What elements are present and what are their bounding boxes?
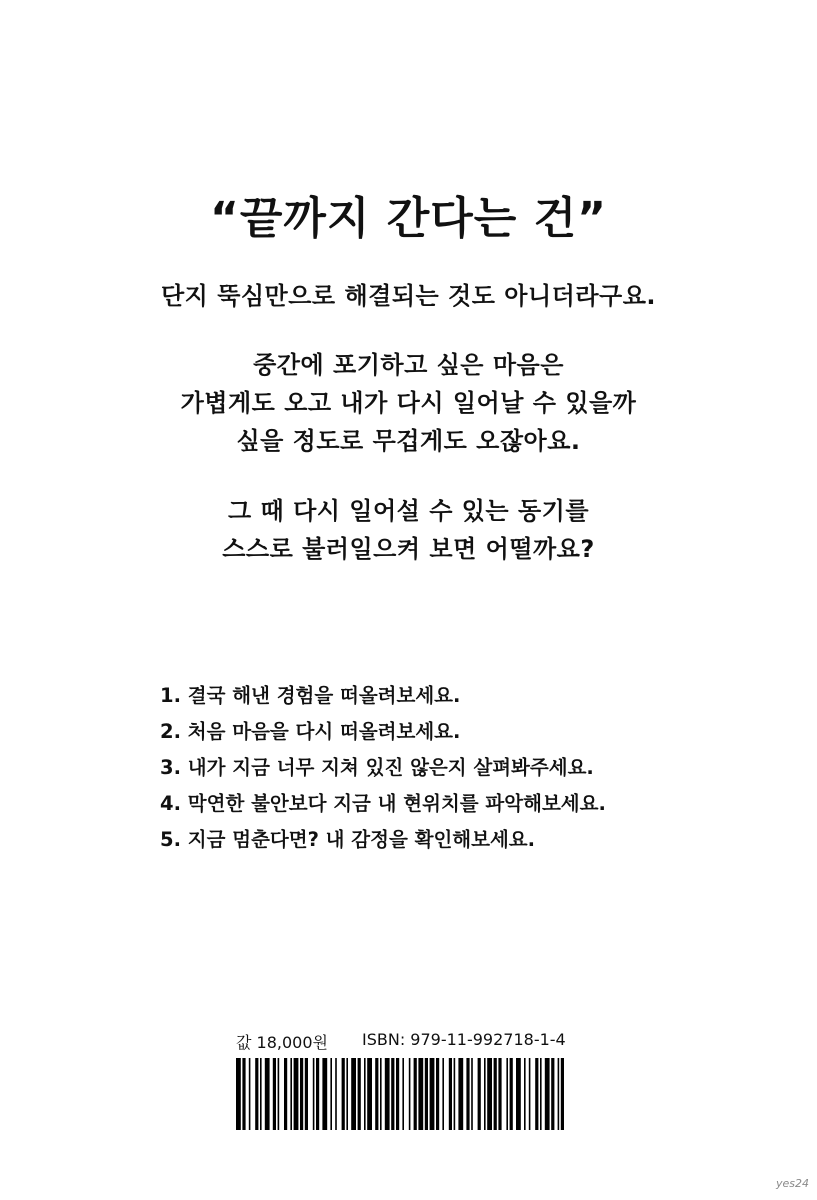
barcode-bar (516, 1058, 521, 1130)
barcode-bar (506, 1058, 508, 1130)
watermark-logo: yes24 (775, 1177, 809, 1190)
barcode-bar (458, 1058, 463, 1130)
barcode-bar (351, 1058, 356, 1130)
barcode-bar (242, 1058, 245, 1130)
barcode-bar (529, 1058, 531, 1130)
barcode-bar (255, 1058, 258, 1130)
barcode-bar (265, 1058, 270, 1130)
barcode-bar (364, 1058, 366, 1130)
paragraph2-line-1: 그 때 다시 일어설 수 있는 동기를 (227, 497, 590, 525)
paragraph1-line-3: 싶을 정도로 무겁게도 오잖아요. (236, 427, 581, 455)
barcode (236, 1058, 564, 1130)
barcode-bar (391, 1058, 394, 1130)
barcode-bar (494, 1058, 497, 1130)
barcode-bar (236, 1058, 241, 1130)
barcode-bar (396, 1058, 399, 1130)
barcode-bar (330, 1058, 332, 1130)
barcode-bar (510, 1058, 513, 1130)
list-item: 2. 처음 마음을 다시 떠올려보세요. (160, 720, 461, 743)
barcode-bar (409, 1058, 411, 1130)
barcode-bar (484, 1058, 486, 1130)
barcode-bar (313, 1058, 315, 1130)
barcode-bar (430, 1058, 435, 1130)
barcode-bar (487, 1058, 492, 1130)
list-item: 3. 내가 지금 너무 지쳐 있진 않은지 살펴봐주세요. (160, 756, 594, 779)
paragraph2-line-2: 스스로 불러일으켜 보면 어떨까요? (222, 535, 595, 563)
barcode-bar (471, 1058, 473, 1130)
paragraph1-line-1: 중간에 포기하고 싶은 마음은 (253, 351, 564, 379)
barcode-bar (375, 1058, 378, 1130)
barcode-bar (294, 1058, 299, 1130)
barcode-bar (284, 1058, 287, 1130)
barcode-bar (425, 1058, 428, 1130)
barcode-bar (414, 1058, 417, 1130)
barcode-bar (367, 1058, 372, 1130)
barcode-bar (540, 1058, 542, 1130)
barcode-bar (260, 1058, 262, 1130)
barcode-bar (380, 1058, 382, 1130)
isbn-label: ISBN: 979-11-992718-1-4 (362, 1030, 566, 1049)
barcode-bar (322, 1058, 327, 1130)
barcode-bar (249, 1058, 251, 1130)
barcode-bar (358, 1058, 361, 1130)
barcode-bar (278, 1058, 280, 1130)
barcode-bar (551, 1058, 554, 1130)
barcode-bar (478, 1058, 481, 1130)
price-isbn-line (236, 1030, 576, 1053)
barcode-bar (498, 1058, 501, 1130)
list-item: 4. 막연한 불안보다 지금 내 현위치를 파악해보세요. (160, 792, 606, 815)
barcode-bar (346, 1058, 348, 1130)
barcode-bar (466, 1058, 469, 1130)
barcode-bar (300, 1058, 303, 1130)
list-item: 1. 결국 해낸 경험을 떠올려보세요. (160, 684, 461, 707)
book-title: “끝까지 간다는 건” (210, 193, 607, 244)
barcode-bar (316, 1058, 319, 1130)
barcode-bar (335, 1058, 337, 1130)
paragraph1-line-2: 가볍게도 오고 내가 다시 일어날 수 있을까 (180, 389, 637, 417)
barcode-bar (535, 1058, 538, 1130)
barcode-bar (418, 1058, 423, 1130)
tips-list (160, 678, 606, 858)
barcode-bar (385, 1058, 390, 1130)
barcode-bar (449, 1058, 452, 1130)
list-item: 5. 지금 멈춘다면? 내 감정을 확인해보세요. (160, 828, 536, 851)
barcode-bar (436, 1058, 439, 1130)
barcode-bar (558, 1058, 560, 1130)
barcode-bar (290, 1058, 292, 1130)
barcode-bar (454, 1058, 456, 1130)
barcode-bar (305, 1058, 308, 1130)
barcode-bar (342, 1058, 345, 1130)
barcode-bar (561, 1058, 564, 1130)
intro-text: 단지 뚝심만으로 해결되는 것도 아니더라구요. (160, 282, 657, 310)
barcode-bar (524, 1058, 526, 1130)
barcode-bar (545, 1058, 550, 1130)
barcode-bar (402, 1058, 404, 1130)
barcode-bar (442, 1058, 444, 1130)
barcode-bar (273, 1058, 276, 1130)
price-label: 값 18,000원 (236, 1033, 328, 1052)
